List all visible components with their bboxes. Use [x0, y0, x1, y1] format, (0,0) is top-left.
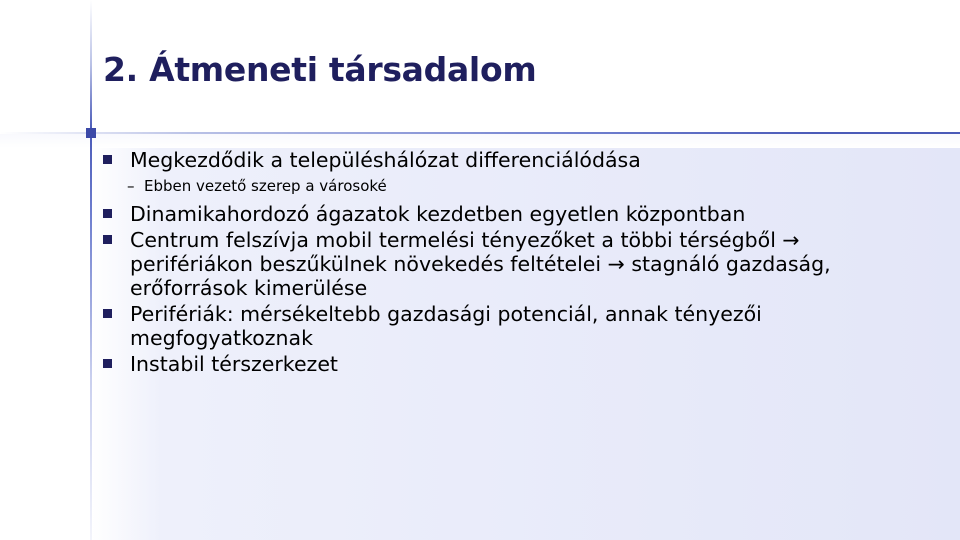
slide-title: 2. Átmeneti társadalom	[103, 50, 537, 89]
square-bullet-icon	[103, 235, 112, 244]
title-divider-line	[0, 132, 960, 134]
corner-cross-marker	[86, 128, 96, 138]
bullet-item-3	[103, 228, 903, 300]
title-divider-shadow	[0, 134, 960, 148]
sub-bullet-item	[103, 176, 903, 196]
bullet-line: perifériákon beszűkülnek növekedés feltételei → stagnáló gazdaság,	[130, 252, 831, 276]
bullet-text: Instabil térszerkezet	[130, 352, 338, 376]
square-bullet-icon	[103, 309, 112, 318]
bullet-item-5	[103, 352, 903, 376]
bullet-text: Dinamikahordozó ágazatok kezdetben egyetlen központban	[130, 202, 746, 226]
bullet-list	[103, 148, 903, 376]
bullet-line: Perifériák: mérsékeltebb gazdasági potenciál, annak tényezői	[130, 302, 762, 326]
left-vertical-line	[90, 0, 92, 540]
square-bullet-icon	[103, 359, 112, 368]
bullet-item-2	[103, 202, 903, 226]
bullet-item-4	[103, 302, 903, 350]
bullet-line: megfogyatkoznak	[130, 326, 313, 350]
bullet-item-1	[103, 148, 903, 172]
square-bullet-icon	[103, 209, 112, 218]
bullet-line: erőforrások kimerülése	[130, 276, 368, 300]
dash-bullet: –	[127, 177, 135, 195]
square-bullet-icon	[103, 155, 112, 164]
left-margin	[0, 0, 92, 540]
bullet-text: Megkezdődik a településhálózat differenciálódása	[130, 148, 641, 172]
bullet-line: Centrum felszívja mobil termelési tényezőket a többi térségből →	[130, 228, 800, 252]
sub-bullet-text: Ebben vezető szerep a városoké	[144, 177, 387, 195]
